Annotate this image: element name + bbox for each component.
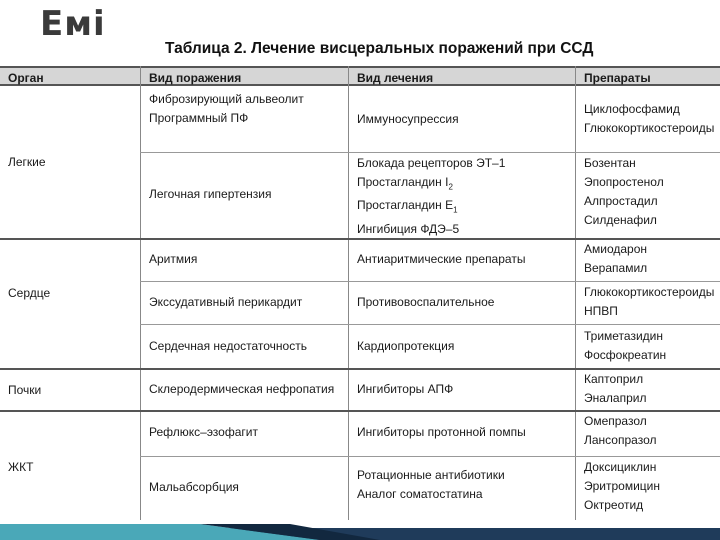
treatment-text: Аналог соматостатина (357, 487, 483, 501)
lesion-cell: Экссудативный перикардит (149, 295, 303, 309)
subscript: 2 (448, 182, 453, 192)
drug-text: Лансопразол (584, 433, 657, 447)
treatment-text: Простагландин $I_2$ (357, 175, 453, 192)
drug-text: Верапамил (584, 261, 648, 275)
treatment-cell: Кардиопротекция (357, 339, 455, 353)
slide-title: Емі (40, 4, 106, 44)
drug-text: Глюкокортикостероиды (584, 121, 715, 135)
lesion-text: Фиброзирующий альвеолит (149, 92, 304, 106)
drug-text: НПВП (584, 304, 618, 318)
lesion-cell: Легочная гипертензия (149, 187, 272, 201)
drugs-cell (576, 412, 656, 450)
drug-text: Омепразол (584, 414, 647, 428)
treatment-text: Простагландин $E_1$ (357, 198, 458, 215)
lesion-cell: Аритмия (149, 252, 198, 266)
lesion-cell: Сердечная недостаточность (149, 339, 307, 353)
drugs-cell (576, 370, 646, 408)
row-divider (140, 324, 720, 325)
drug-text: Эналаприл (584, 391, 647, 405)
treatment-cell: Ингибиторы АПФ (357, 382, 454, 396)
drugs-cell (576, 240, 647, 278)
header-drugs: Препараты (576, 66, 720, 86)
organ-kidneys: Почки (8, 383, 42, 397)
treatment-table (0, 66, 720, 520)
drug-text: Триметазидин (584, 329, 663, 343)
organ-heart: Сердце (8, 286, 51, 300)
drug-text: Силденафил (584, 213, 657, 227)
lesion-cell: Рефлюкс–эзофагит (149, 425, 258, 439)
drug-text: Эритромицин (584, 479, 661, 493)
lesion-cell: Склеродермическая нефропатия (149, 382, 335, 396)
drugs-cell (576, 458, 660, 515)
row-divider (140, 281, 720, 282)
drugs-cell (576, 100, 714, 138)
lesion-text: Программный ПФ (149, 111, 249, 125)
drug-text: Октреотид (584, 498, 644, 512)
footer-decoration (0, 520, 720, 540)
drug-text: Доксициклин (584, 460, 657, 474)
treatment-cell: Противовоспалительное (357, 295, 495, 309)
treatment-cell: Антиаритмические препараты (357, 252, 526, 266)
lesion-cell: Мальабсорбция (149, 480, 239, 494)
drugs-cell (576, 327, 666, 365)
drug-text: Эпопростенол (584, 175, 664, 189)
organ-gi: ЖКТ (8, 460, 34, 474)
header-organ: Орган (0, 66, 140, 86)
treatment-cell: Ингибиторы протонной помпы (357, 425, 526, 439)
drug-text: Каптоприл (584, 372, 644, 386)
treatment-cell (349, 466, 505, 504)
header-treatment: Вид лечения (349, 66, 575, 86)
header-lesion: Вид поражения (141, 66, 348, 86)
subscript: 1 (453, 205, 458, 215)
row-divider (140, 152, 720, 153)
treatment-cell (349, 154, 505, 239)
drugs-cell (576, 154, 664, 230)
drug-text: Бозентан (584, 156, 636, 170)
drugs-cell (576, 283, 714, 321)
drug-text: Алпростадил (584, 194, 658, 208)
row-divider (140, 456, 720, 457)
drug-text: Амиодарон (584, 242, 648, 256)
table-caption: Таблица 2. Лечение висцеральных поражений при ССД (165, 40, 594, 57)
treatment-cell: Иммуносупрессия (357, 112, 459, 126)
organ-lungs: Легкие (8, 155, 46, 169)
lesion-cell (141, 90, 304, 128)
drug-text: Глюкокортикостероиды (584, 285, 715, 299)
treatment-text: Ингибиция ФДЭ–5 (357, 221, 460, 236)
drug-text: Фосфокреатин (584, 348, 667, 362)
treatment-text: Блокада рецепторов ЭТ–1 (357, 156, 506, 170)
treatment-text: Ротационные антибиотики (357, 468, 505, 482)
drug-text: Циклофосфамид (584, 102, 680, 116)
